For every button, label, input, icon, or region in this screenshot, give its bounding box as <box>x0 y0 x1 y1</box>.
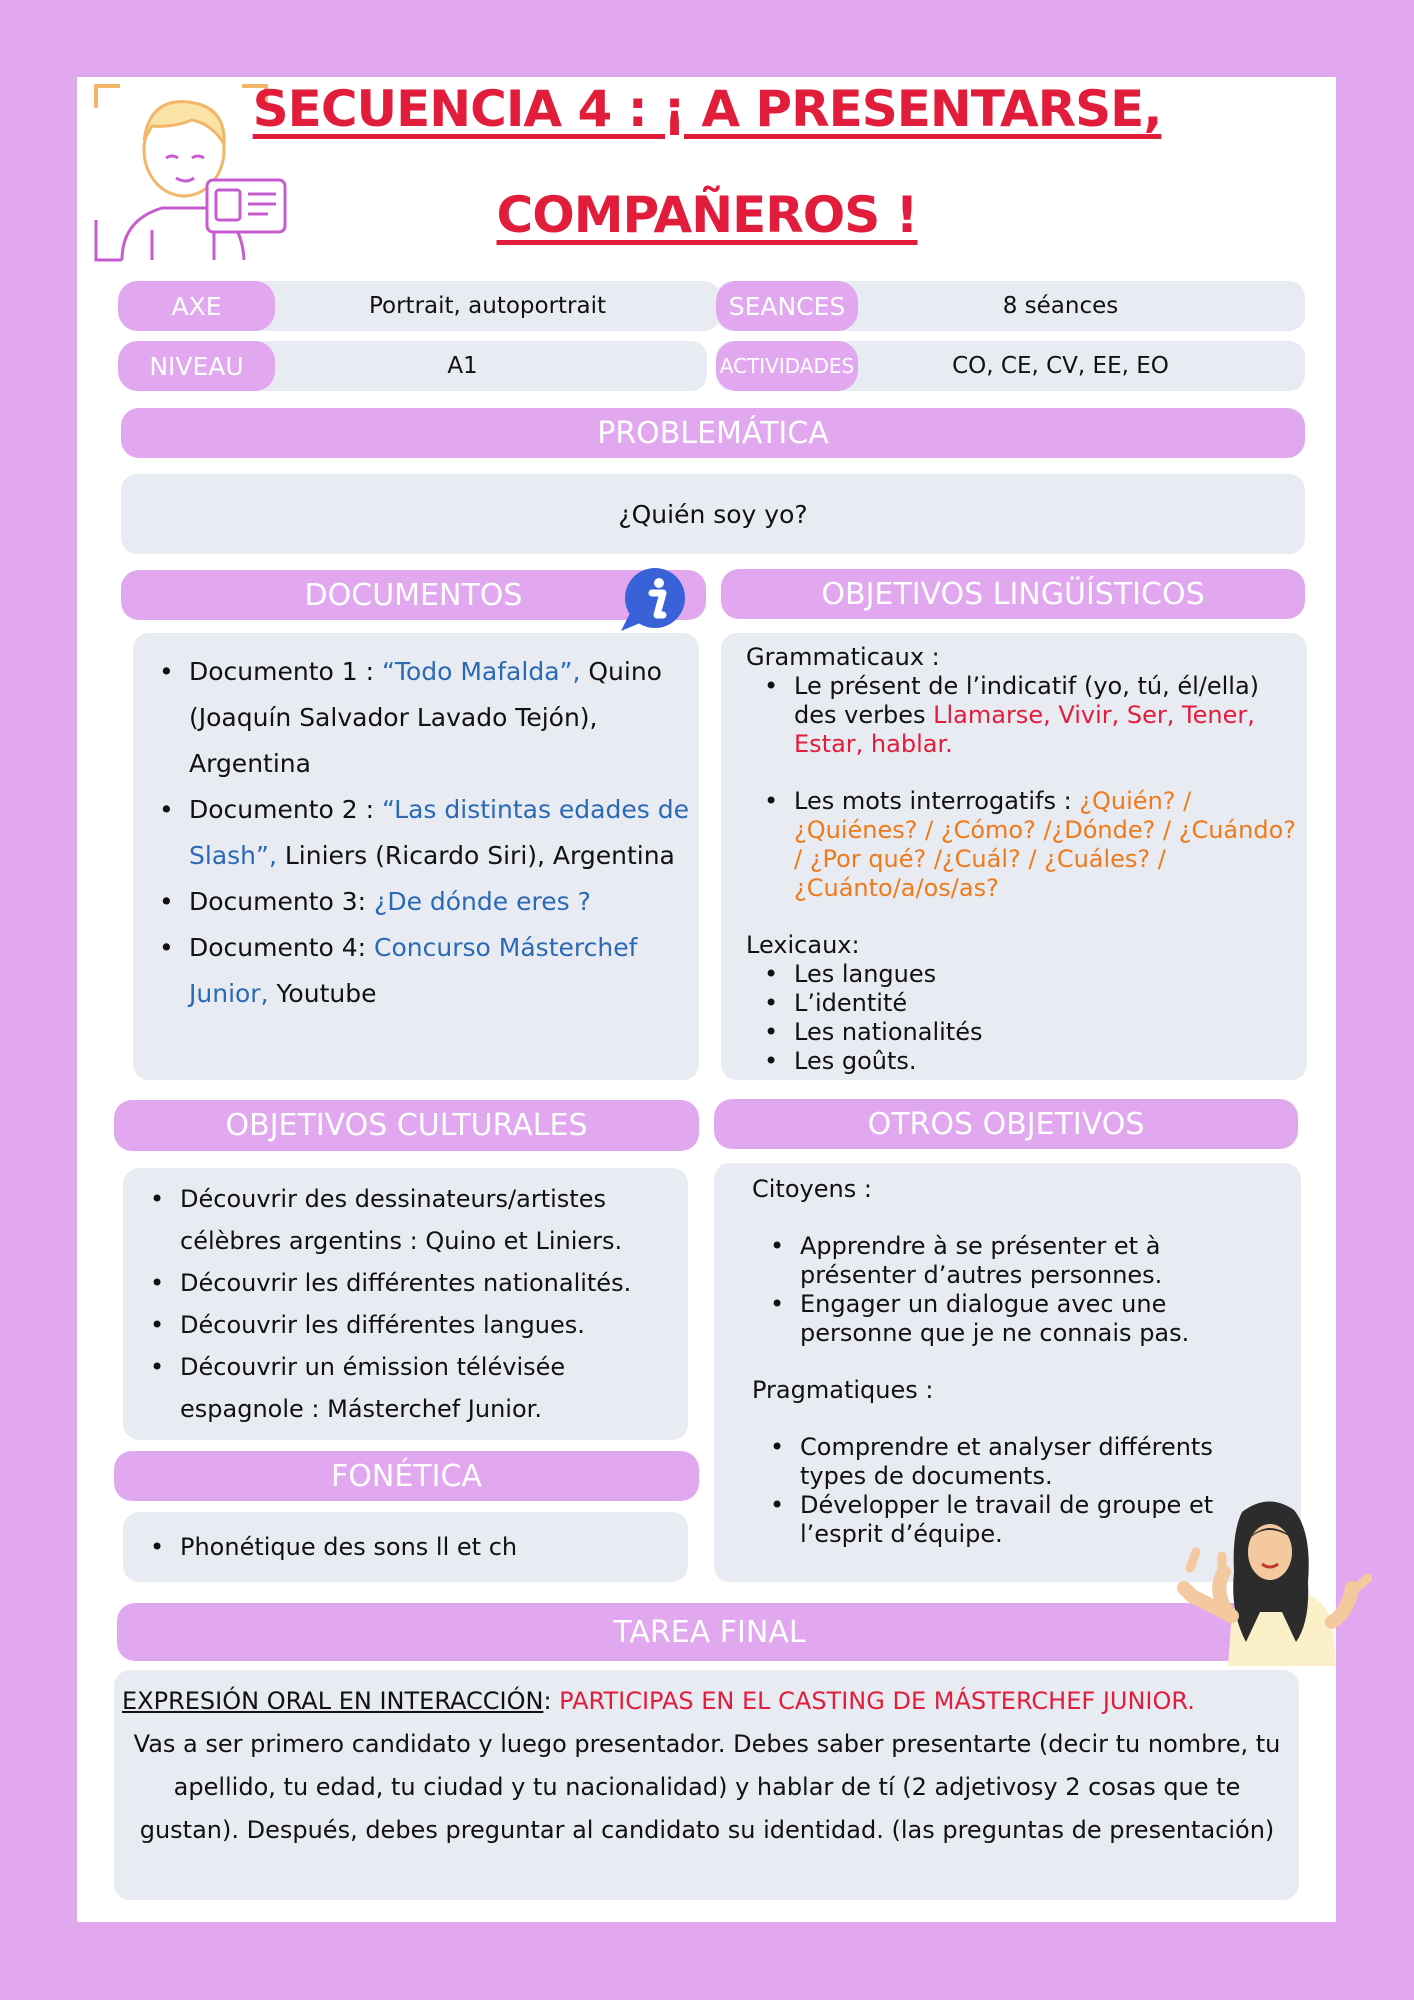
gram-item-interrogatifs-words: ¿Quién? / ¿Quiénes? / ¿Cómo? /¿Dónde? / ¿Cuándo? / ¿Por qué? /¿Cuál? / ¿Cuáles? /¿Cuánto/a/os/as? <box>794 787 1297 902</box>
actividades-value: CO, CE, CV, EE, EO <box>952 353 1169 379</box>
documento-4-prefix: Documento 4: <box>189 933 375 962</box>
seances-label: SEANCES <box>716 281 858 331</box>
girl-thumbs-up-illustration <box>1172 1492 1372 1666</box>
gram-item-interrogatifs-text: Les mots interrogatifs : <box>794 787 1080 815</box>
otros-objetivos-header: OTROS OBJETIVOS <box>714 1099 1298 1149</box>
citoyens-item: • Engager un dialogue avec une personne que je ne connais pas. <box>800 1290 1232 1348</box>
documento-4-title[interactable]: Concurso Másterchef Junior, <box>189 933 638 1008</box>
documento-4-source: Youtube <box>268 979 377 1008</box>
info-icon <box>615 565 691 635</box>
documento-1-author: Quino (Joaquín Salvador Lavado Tejón), Argentina <box>189 657 662 778</box>
tarea-final-colon: : <box>543 1687 560 1715</box>
lex-item: • Les goûts. <box>794 1047 1296 1076</box>
documento-3-title[interactable]: ¿De dónde eres ? <box>374 887 591 916</box>
documento-3-prefix: Documento 3: <box>189 887 375 916</box>
fonetica-item: • Phonétique des sons ll et ch <box>180 1526 680 1568</box>
tarea-final-label: EXPRESIÓN ORAL EN INTERACCIÓN <box>122 1687 544 1715</box>
niveau-label: NIVEAU <box>118 341 275 391</box>
cultural-item: • Découvrir les différentes nationalités. <box>180 1262 680 1304</box>
documento-1-title[interactable]: “Todo Mafalda”, <box>381 657 581 686</box>
objetivos-linguisticos-card <box>721 633 1307 1080</box>
documento-1-prefix: Documento 1 : <box>189 657 382 686</box>
documento-2-author: Liniers (Ricardo Siri), Argentina <box>276 841 675 870</box>
documento-2-prefix: Documento 2 : <box>189 795 382 824</box>
documento-1 <box>189 649 689 787</box>
citoyens-title: Citoyens : <box>752 1175 872 1203</box>
documento-2-title[interactable]: “Las distintas edades de Slash”, <box>189 795 689 870</box>
documento-4 <box>189 925 689 1017</box>
tarea-final-header: TAREA FINAL <box>117 1603 1302 1661</box>
lex-item: • Les nationalités <box>794 1018 1296 1047</box>
cultural-item: • Découvrir un émission télévisée espagnole : Másterchef Junior. <box>180 1346 680 1430</box>
pragma-item: • Développer le travail de groupe et l’esprit d’équipe. <box>800 1491 1232 1549</box>
page-title-line2: COMPAÑEROS ! <box>496 186 918 244</box>
tarea-final-title-line <box>122 1680 1292 1723</box>
tarea-final-highlight: PARTICIPAS EN EL CASTING DE MÁSTERCHEF JUNIOR. <box>559 1687 1195 1715</box>
pragma-item: • Comprendre et analyser différents types de documents. <box>800 1433 1232 1491</box>
objetivos-linguisticos-header: OBJETIVOS LINGÜÍSTICOS <box>721 569 1305 619</box>
page-title-line1: SECUENCIA 4 : ¡ A PRESENTARSE, <box>252 80 1162 138</box>
documentos-card <box>133 633 699 1080</box>
documento-3 <box>189 879 689 925</box>
documentos-header: DOCUMENTOS <box>121 570 706 620</box>
lex-title: Lexicaux: <box>746 931 860 959</box>
axe-label: AXE <box>118 281 275 331</box>
documento-2 <box>189 787 689 879</box>
lex-item: • Les langues <box>794 960 1296 989</box>
gram-item-present <box>794 672 1296 759</box>
gram-title: Grammaticaux : <box>746 643 940 671</box>
niveau-value: A1 <box>447 353 478 379</box>
problematica-header: PROBLEMÁTICA <box>121 408 1305 458</box>
seances-value: 8 séances <box>1002 293 1119 319</box>
cultural-item: • Découvrir des dessinateurs/artistes célèbres argentins : Quino et Liniers. <box>180 1178 680 1262</box>
actividades-label: ACTIVIDADES <box>716 341 858 391</box>
gram-item-present-text: Le présent de l’indicatif (yo, tú, él/ella) des verbes <box>794 672 1260 729</box>
axe-value: Portrait, autoportrait <box>368 293 607 319</box>
objetivos-culturales-card <box>123 1168 688 1440</box>
tarea-final-card <box>114 1670 1299 1900</box>
lex-item: • L’identité <box>794 989 1296 1018</box>
fonetica-header: FONÉTICA <box>114 1451 699 1501</box>
problematica-question: ¿Quién soy yo? <box>121 474 1305 554</box>
gram-item-interrogatifs <box>794 787 1296 903</box>
fonetica-card <box>123 1512 688 1582</box>
cultural-item: • Découvrir les différentes langues. <box>180 1304 680 1346</box>
citoyens-item: • Apprendre à se présenter et à présenter d’autres personnes. <box>800 1232 1232 1290</box>
pragma-title: Pragmatiques : <box>752 1376 934 1404</box>
objetivos-culturales-header: OBJETIVOS CULTURALES <box>114 1100 699 1151</box>
tarea-final-body: Vas a ser primero candidato y luego presentador. Debes saber presentarte (decir tu nombre, tu apellido, tu edad, tu ciudad y tu nacionalidad) y hablar de tí (2 adjetivosy 2 cosas que te gustan). Después, debes preguntar al candidato su identidad. (las preguntas de presentación) <box>133 1730 1281 1844</box>
gram-item-present-verbs: Llamarse, Vivir, Ser, Tener, Estar, hablar. <box>794 701 1255 758</box>
